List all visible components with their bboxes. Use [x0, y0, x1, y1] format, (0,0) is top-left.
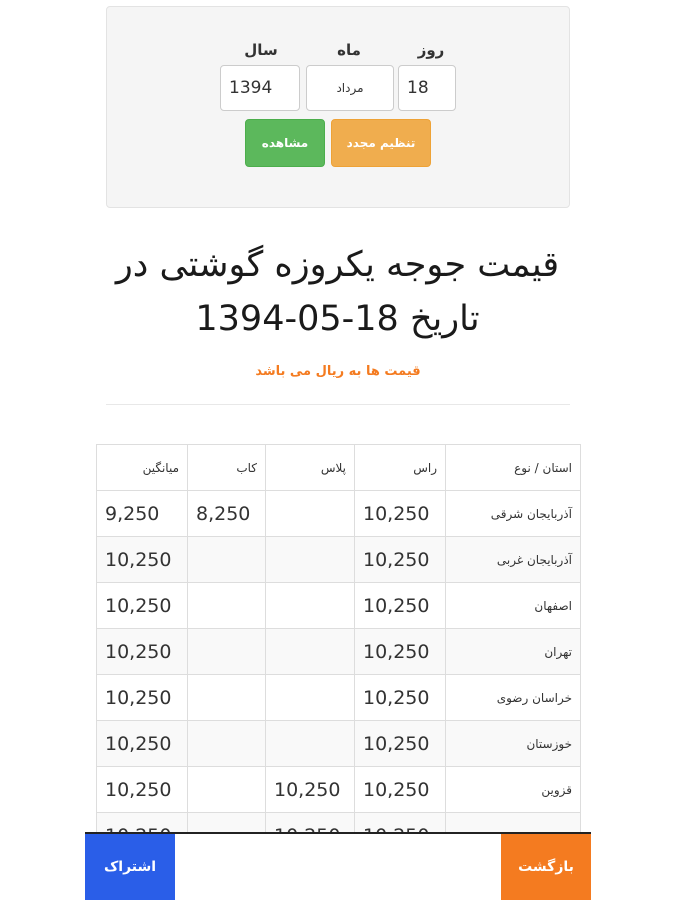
back-button[interactable]: بازگشت [501, 834, 591, 900]
average-price-cell: 10,250 [97, 629, 188, 675]
day-value: 18 [407, 78, 429, 98]
page-title-date: 1394-05-18 [195, 299, 399, 339]
plus-price-cell [266, 629, 355, 675]
ross-price-cell: 10,250 [355, 583, 446, 629]
ross-price-cell: 10,250 [355, 767, 446, 813]
year-value: 1394 [229, 78, 273, 98]
month-label: ماه [337, 41, 361, 59]
plus-price-cell [266, 583, 355, 629]
ross-price-cell: 10,250 [355, 629, 446, 675]
cobb-price-cell [188, 629, 266, 675]
price-table [96, 444, 581, 859]
day-label: روز [417, 41, 445, 59]
plus-price-cell [266, 721, 355, 767]
ross-price-cell: 10,250 [355, 721, 446, 767]
average-price-cell: 10,250 [97, 537, 188, 583]
table-row [97, 675, 581, 721]
month-value: مرداد [336, 81, 364, 95]
date-selector-panel [106, 6, 570, 208]
province-cell: تهران [446, 629, 581, 675]
average-price-cell: 9,250 [97, 491, 188, 537]
average-price-cell: 10,250 [97, 767, 188, 813]
cobb-price-cell [188, 767, 266, 813]
ross-price-cell: 10,250 [355, 537, 446, 583]
table-header-row [97, 445, 581, 491]
cobb-price-cell: 8,250 [188, 491, 266, 537]
day-input[interactable] [398, 65, 456, 111]
table-row [97, 767, 581, 813]
divider [106, 404, 570, 405]
cobb-price-cell [188, 675, 266, 721]
province-cell: آذربایجان غربی [446, 537, 581, 583]
average-price-cell: 10,250 [97, 675, 188, 721]
plus-price-cell: 10,250 [266, 767, 355, 813]
page-title-text: قیمت جوجه یکروزه گوشتی در تاریخ [115, 245, 560, 339]
ross-price-cell: 10,250 [355, 675, 446, 721]
ross-price-cell: 10,250 [355, 491, 446, 537]
average-price-cell: 10,250 [97, 721, 188, 767]
plus-price-cell [266, 675, 355, 721]
year-label: سال [244, 41, 278, 59]
average-price-cell: 10,250 [97, 583, 188, 629]
table-row [97, 583, 581, 629]
cobb-price-cell [188, 583, 266, 629]
share-button[interactable]: اشتراک [85, 834, 175, 900]
cobb-price-cell [188, 537, 266, 583]
province-cell: اصفهان [446, 583, 581, 629]
header-ross: راس [355, 445, 446, 491]
bottom-action-bar [85, 832, 591, 900]
table-row [97, 721, 581, 767]
header-cobb: کاب [188, 445, 266, 491]
year-input[interactable] [220, 65, 300, 111]
province-cell: خراسان رضوی [446, 675, 581, 721]
page-title [90, 238, 585, 346]
table-row [97, 629, 581, 675]
province-cell: آذربایجان شرقی [446, 491, 581, 537]
table-row [97, 537, 581, 583]
table-row [97, 491, 581, 537]
header-province: استان / نوع [446, 445, 581, 491]
reset-button[interactable]: تنظیم مجدد [331, 119, 431, 167]
province-cell: قزوین [446, 767, 581, 813]
month-select[interactable] [306, 65, 394, 111]
currency-note: قیمت ها به ریال می باشد [255, 364, 421, 379]
province-cell: خوزستان [446, 721, 581, 767]
cobb-price-cell [188, 721, 266, 767]
plus-price-cell [266, 491, 355, 537]
plus-price-cell [266, 537, 355, 583]
header-average: میانگین [97, 445, 188, 491]
header-plus: پلاس [266, 445, 355, 491]
view-button[interactable]: مشاهده [245, 119, 325, 167]
